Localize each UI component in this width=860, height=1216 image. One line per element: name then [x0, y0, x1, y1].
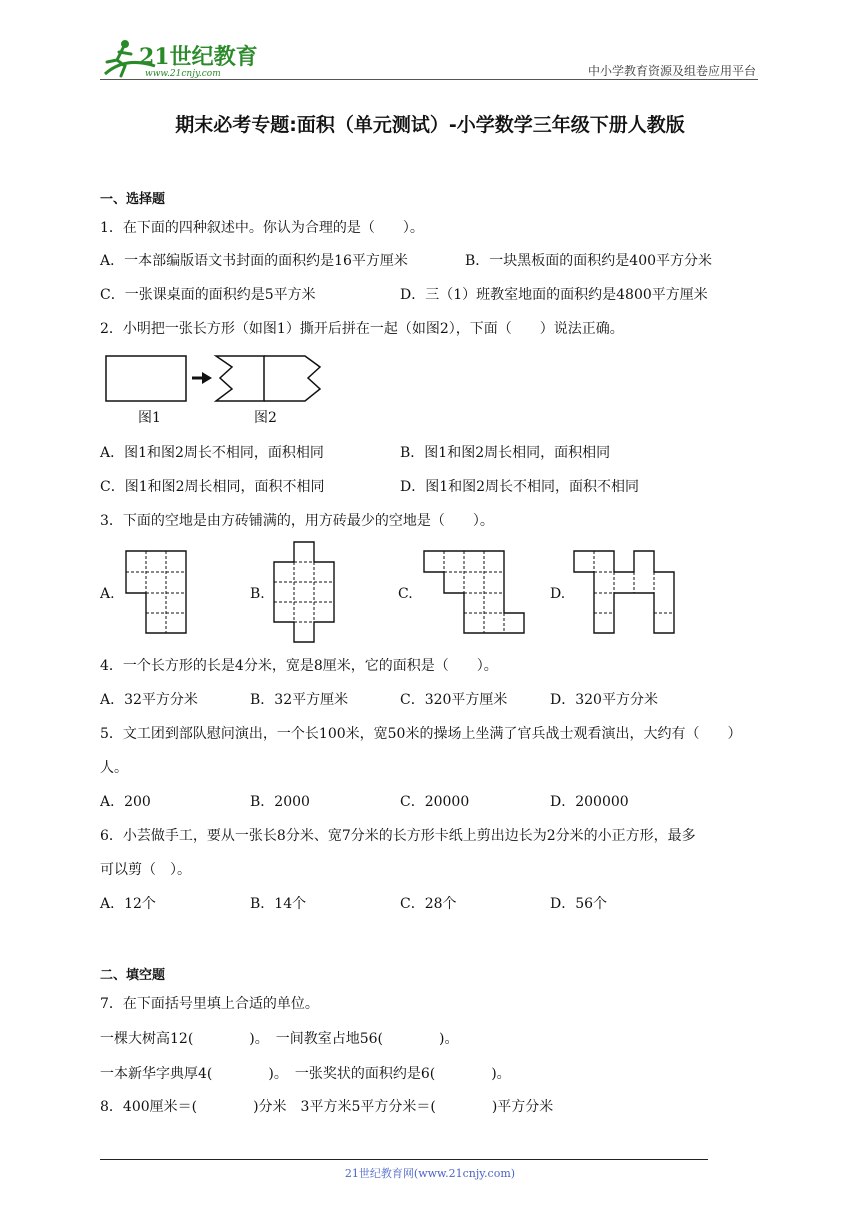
- section-heading-fill: 二、填空题: [100, 968, 166, 983]
- q6-option-d: D．56个: [550, 896, 608, 912]
- section-heading-choice: 一、选择题: [100, 192, 166, 207]
- q6-option-a: A．12个: [100, 896, 156, 912]
- q2-figure: [100, 350, 330, 430]
- q5-stem-line2: 人。: [100, 760, 128, 776]
- q3-figure-b: [268, 538, 348, 648]
- q5-option-a: A．200: [100, 794, 151, 810]
- site-logo: [95, 36, 265, 80]
- q3-figure-a: [120, 545, 195, 640]
- footer-link[interactable]: 21世纪教育网(www.21cnjy.com): [344, 1167, 516, 1180]
- platform-name: 中小学教育资源及组卷应用平台: [587, 64, 756, 78]
- q3-figure-c: [418, 545, 533, 640]
- logo-url: www.21cnjy.com: [145, 69, 221, 79]
- logo-text: 21世纪教育: [139, 44, 258, 70]
- q4-stem: 4．一个长方形的长是4分米，宽是8厘米，它的面积是（ ）。: [100, 658, 498, 674]
- q7-line1: 一棵大树高12( )。 一间教室占地56( )。: [100, 1031, 459, 1047]
- q3-option-c-label: C.: [398, 586, 413, 602]
- q4-option-c: C．320平方厘米: [400, 692, 508, 708]
- footer-divider: [100, 1159, 708, 1160]
- q2-option-c: C．图1和图2周长相同，面积不相同: [100, 479, 325, 495]
- q1-option-c: C．一张课桌面的面积约是5平方米: [100, 287, 316, 303]
- q3-option-a-label: A.: [100, 586, 115, 602]
- arrow-head-icon: [202, 372, 212, 384]
- q6-option-b: B．14个: [250, 896, 307, 912]
- q2-option-b: B．图1和图2周长相同，面积相同: [400, 445, 611, 461]
- q1-stem: 1．在下面的四种叙述中。你认为合理的是（ ）。: [100, 220, 424, 236]
- header-divider: [100, 79, 758, 80]
- q2-option-a: A．图1和图2周长不相同，面积相同: [100, 445, 324, 461]
- q4-option-d: D．320平方分米: [550, 692, 658, 708]
- q3-figure-d: [568, 545, 683, 640]
- q5-option-b: B．2000: [250, 794, 310, 810]
- q5-stem-line1: 5．文工团到部队慰问演出，一个长100米，宽50米的操场上坐满了官兵战士观看演出，大约有（ ）: [100, 726, 742, 742]
- q3-option-b-label: B.: [250, 586, 265, 602]
- q4-option-b: B．32平方厘米: [250, 692, 349, 708]
- q1-option-a: A．一本部编版语文书封面的面积约是16平方厘米: [100, 253, 408, 269]
- q3-option-d-label: D.: [550, 586, 566, 602]
- q7-line2: 一本新华字典厚4( )。 一张奖状的面积约是6( )。: [100, 1066, 511, 1082]
- q6-option-c: C．28个: [400, 896, 457, 912]
- q5-option-c: C．20000: [400, 794, 470, 810]
- q7-stem: 7．在下面括号里填上合适的单位。: [100, 996, 319, 1012]
- fig2-left-piece: [216, 356, 264, 401]
- q5-option-d: D．200000: [550, 794, 629, 810]
- fig1-label: 图1: [138, 410, 161, 426]
- fig2-right-piece: [264, 356, 320, 401]
- q1-option-d: D．三（1）班教室地面的面积约是4800平方厘米: [400, 287, 708, 303]
- q6-stem-line2: 可以剪（ ）。: [100, 862, 191, 878]
- fig2-label: 图2: [254, 410, 277, 426]
- q2-stem: 2．小明把一张长方形（如图1）撕开后拼在一起（如图2），下面（ ）说法正确。: [100, 321, 624, 337]
- q1-option-b: B．一块黑板面的面积约是400平方分米: [465, 253, 713, 269]
- q8-stem: 8．400厘米＝( )分米 3平方米5平方分米＝( )平方分米: [100, 1099, 554, 1115]
- page-title: 期末必考专题:面积（单元测试）-小学数学三年级下册人教版: [175, 114, 685, 136]
- q3-stem: 3．下面的空地是由方砖铺满的，用方砖最少的空地是（ ）。: [100, 513, 494, 529]
- q2-option-d: D．图1和图2周长不相同，面积不相同: [400, 479, 640, 495]
- q6-stem-line1: 6．小芸做手工，要从一张长8分米、宽7分米的长方形卡纸上剪出边长为2分米的小正方形，最多: [100, 828, 696, 844]
- q4-option-a: A．32平方分米: [100, 692, 198, 708]
- fig1-rectangle: [106, 356, 186, 401]
